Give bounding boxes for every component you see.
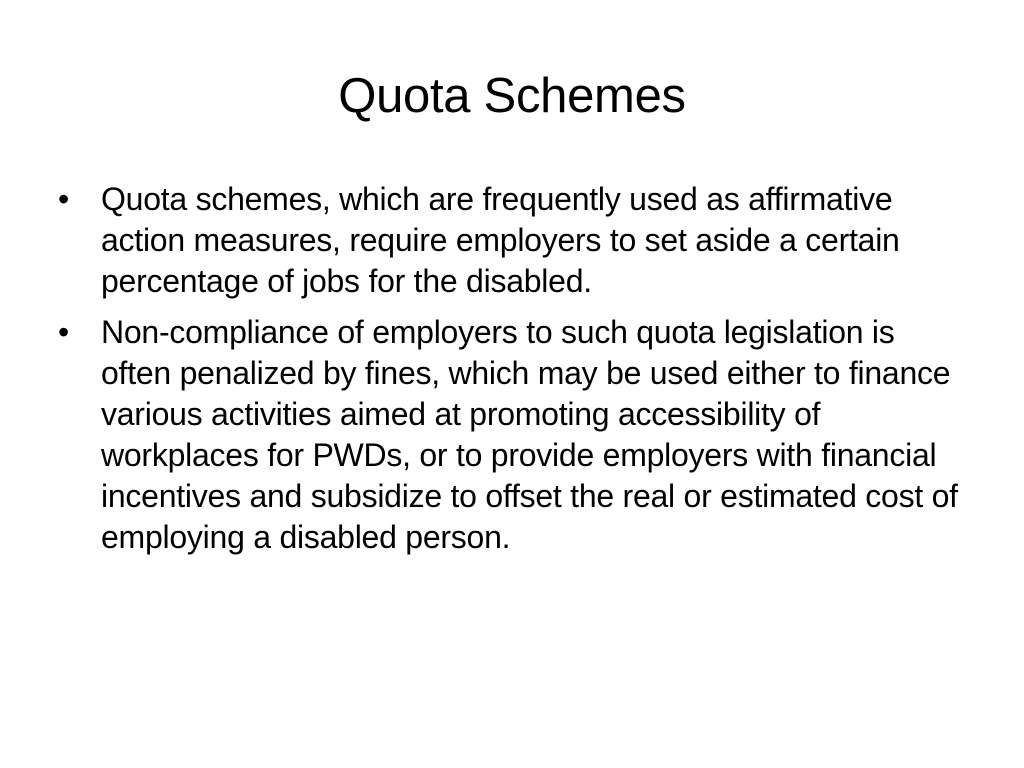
bullet-item [56, 312, 971, 558]
bullet-list [56, 179, 971, 568]
bullet-text: Quota schemes, which are frequently used as affirmative action measures, require employers to set aside a certain percentage of jobs for the disabled. [101, 181, 900, 299]
bullet-icon: • [58, 181, 69, 217]
bullet-icon: • [58, 314, 69, 350]
bullet-text: Non-compliance of employers to such quota legislation is often penalized by fines, which may be used either to finance various activities aimed at promoting accessibility of workplaces for PWDs, or to provide employers with financial incentives and subsidize to offset the real or estimated cost of employing a disabled person. [101, 314, 958, 555]
bullet-item [56, 179, 971, 302]
slide-title: Quota Schemes [338, 69, 686, 123]
